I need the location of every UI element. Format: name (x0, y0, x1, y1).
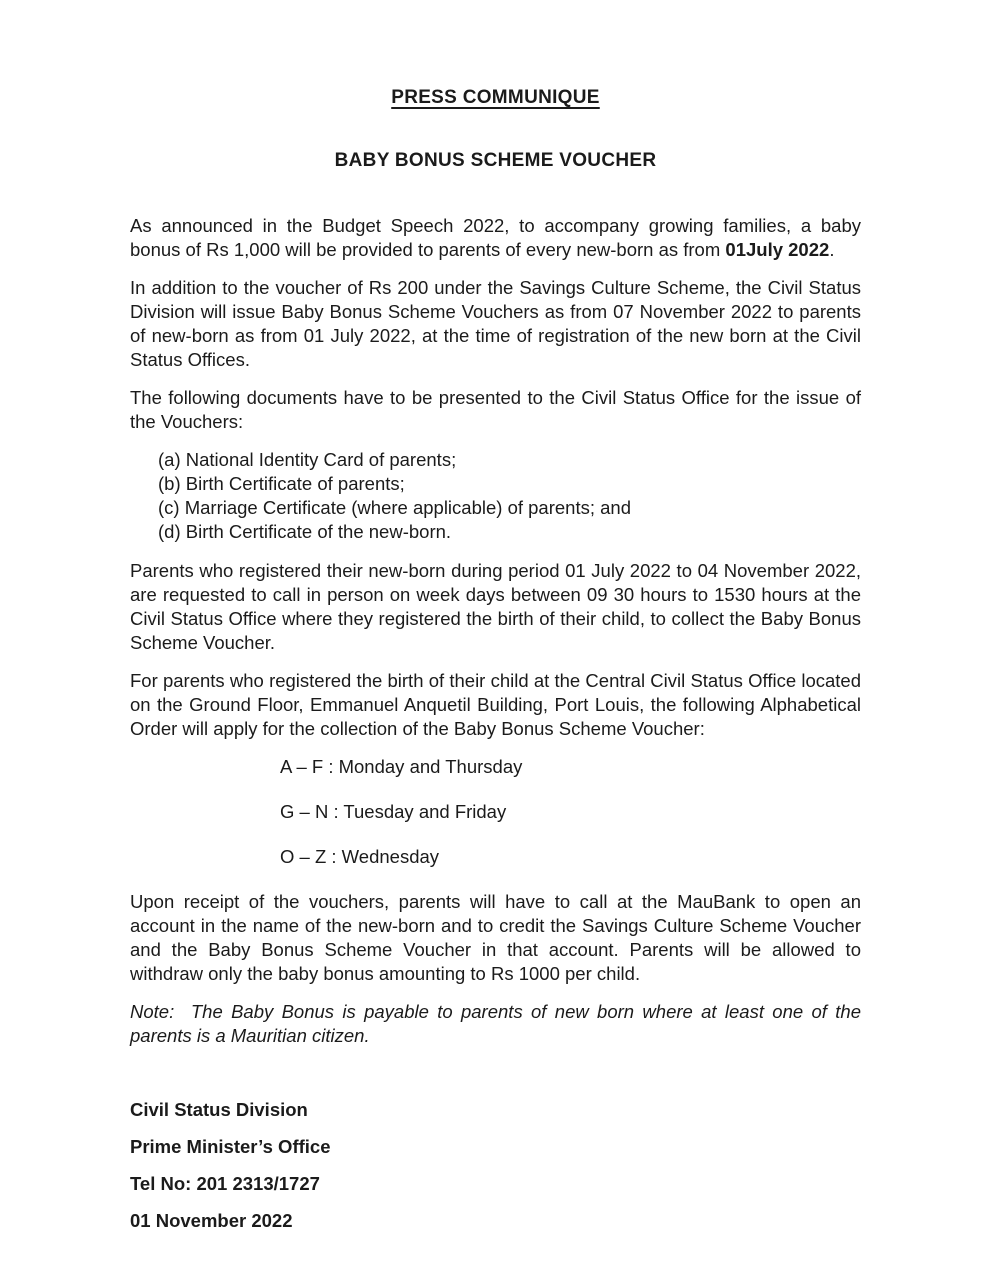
paragraph-central-office: For parents who registered the birth of their child at the Central Civil Status Office located on the Ground Floor, Emmanuel Anquetil Building, Port Louis, the following Alphabetical Order will apply for the collection of the Baby Bonus Scheme Voucher: (130, 670, 861, 739)
note-paragraph: Note: The Baby Bonus is payable to parents of new born where at least one of the parents is a Mauritian citizen. (130, 1001, 861, 1046)
page-title-text: PRESS COMMUNIQUE (391, 87, 600, 108)
signature-office: Prime Minister’s Office (130, 1136, 331, 1157)
list-item-birth-certificate-parents: (b) Birth Certificate of parents; (158, 473, 405, 494)
signature-telephone: Tel No: 201 2313/1727 (130, 1173, 320, 1194)
paragraph-collection: Parents who registered their new-born during period 01 July 2022 to 04 November 2022, are requested to call in person on week days between 09 30 hours to 1530 hours at the Civil Status Office where they registered the birth of their child, to collect the Baby Bonus Scheme Voucher. (130, 560, 861, 653)
schedule-line-o-z: O – Z : Wednesday (280, 846, 440, 867)
list-item-marriage-certificate: (c) Marriage Certificate (where applicable) of parents; and (158, 497, 631, 518)
paragraph-intro-period: . (829, 239, 835, 260)
schedule-line-g-n: G – N : Tuesday and Friday (280, 801, 507, 822)
page-subtitle: BABY BONUS SCHEME VOUCHER (334, 150, 657, 171)
signature-division: Civil Status Division (130, 1099, 308, 1120)
paragraph-maubank: Upon receipt of the vouchers, parents will have to call at the MauBank to open an account in the name of the new-born and to credit the Savings Culture Scheme Voucher and the Baby Bonus Scheme Voucher in that account. Parents will be allowed to withdraw only the baby bonus amounting to Rs 1000 per child. (130, 891, 861, 984)
paragraph-intro-text: As announced in the Budget Speech 2022, to accompany growing families, a baby bonus of Rs 1,000 will be provided to parents of every new-born as from (130, 215, 861, 260)
paragraph-documents-intro: The following documents have to be presented to the Civil Status Office for the issue of the Vouchers: (130, 387, 861, 432)
page-title (130, 86, 861, 110)
signature-block (130, 1098, 861, 1233)
intro-bold-date: 01July 2022 (725, 239, 830, 260)
alphabetical-schedule (130, 755, 861, 869)
paragraph-voucher-issue: In addition to the voucher of Rs 200 under the Savings Culture Scheme, the Civil Status Division will issue Baby Bonus Scheme Vouchers as from 07 November 2022 to parents of new-born as from 01 July 2022, at the time of registration of the new born at the Civil Status Offices. (130, 277, 861, 370)
schedule-line-a-f: A – F : Monday and Thursday (280, 756, 523, 777)
list-item-national-id: (a) National Identity Card of parents; (158, 449, 457, 470)
list-item-birth-certificate-newborn: (d) Birth Certificate of the new-born. (158, 521, 452, 542)
signature-date: 01 November 2022 (130, 1210, 293, 1231)
paragraph-intro (130, 214, 861, 262)
required-documents-list (130, 448, 861, 544)
